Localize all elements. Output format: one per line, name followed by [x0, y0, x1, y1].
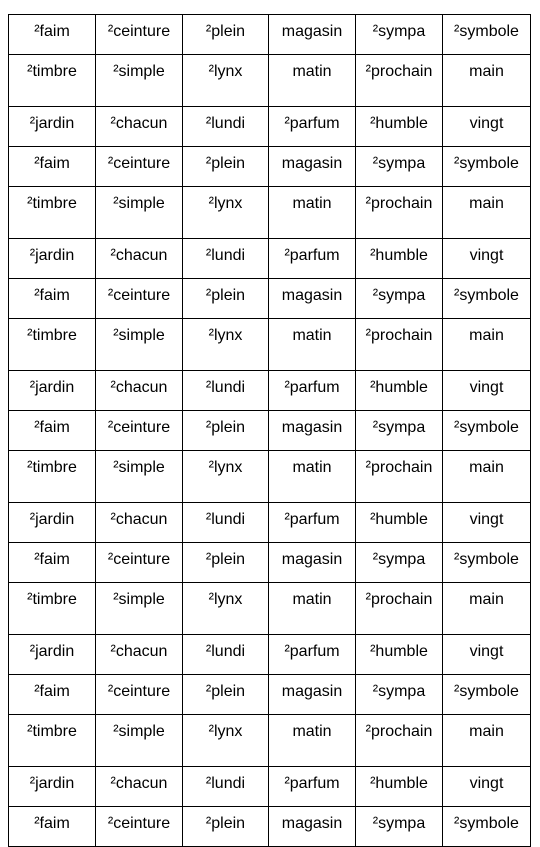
word-cell: ²prochain	[356, 187, 443, 239]
word-cell: ²symbole	[443, 411, 531, 451]
word-cell: ²humble	[356, 635, 443, 675]
word-cell: ²sympa	[356, 147, 443, 187]
word-cell: ²jardin	[9, 239, 96, 279]
word-cell: ²faim	[9, 279, 96, 319]
word-cell: main	[443, 187, 531, 239]
word-cell: ²parfum	[269, 503, 356, 543]
table-row	[9, 503, 531, 543]
word-cell: ²sympa	[356, 543, 443, 583]
word-cell: ²ceinture	[96, 15, 183, 55]
word-cell: ²lundi	[183, 767, 269, 807]
word-cell: ²simple	[96, 451, 183, 503]
word-cell: ²prochain	[356, 583, 443, 635]
word-cell: ²humble	[356, 107, 443, 147]
word-cell: main	[443, 715, 531, 767]
word-cell: ²faim	[9, 411, 96, 451]
word-cell: magasin	[269, 411, 356, 451]
word-cell: ²humble	[356, 767, 443, 807]
word-cell: ²parfum	[269, 239, 356, 279]
word-cell: ²prochain	[356, 715, 443, 767]
word-cell: ²jardin	[9, 635, 96, 675]
word-cell: ²prochain	[356, 319, 443, 371]
table-row	[9, 239, 531, 279]
table-row	[9, 767, 531, 807]
word-table	[8, 14, 531, 847]
word-cell: ²sympa	[356, 279, 443, 319]
word-cell: matin	[269, 55, 356, 107]
word-cell: ²plein	[183, 411, 269, 451]
word-cell: magasin	[269, 543, 356, 583]
word-cell: main	[443, 451, 531, 503]
word-cell: ²simple	[96, 715, 183, 767]
word-cell: main	[443, 583, 531, 635]
word-cell: ²sympa	[356, 411, 443, 451]
word-cell: vingt	[443, 107, 531, 147]
word-cell: ²symbole	[443, 279, 531, 319]
word-cell: matin	[269, 319, 356, 371]
table-row	[9, 807, 531, 847]
word-cell: ²lundi	[183, 503, 269, 543]
word-cell: ²humble	[356, 239, 443, 279]
word-cell: ²lundi	[183, 635, 269, 675]
word-cell: ²plein	[183, 147, 269, 187]
word-cell: ²timbre	[9, 451, 96, 503]
word-cell: ²timbre	[9, 583, 96, 635]
word-cell: ²lynx	[183, 715, 269, 767]
word-cell: ²prochain	[356, 451, 443, 503]
table-row	[9, 371, 531, 411]
word-cell: vingt	[443, 635, 531, 675]
word-card-sheet	[8, 14, 530, 847]
word-cell: ²chacun	[96, 239, 183, 279]
word-cell: ²parfum	[269, 767, 356, 807]
word-cell: matin	[269, 451, 356, 503]
word-cell: ²timbre	[9, 319, 96, 371]
word-cell: ²ceinture	[96, 675, 183, 715]
word-cell: ²ceinture	[96, 411, 183, 451]
word-cell: ²faim	[9, 543, 96, 583]
word-cell: ²simple	[96, 187, 183, 239]
word-cell: matin	[269, 187, 356, 239]
word-cell: magasin	[269, 807, 356, 847]
word-cell: ²lynx	[183, 583, 269, 635]
table-row	[9, 15, 531, 55]
word-cell: ²jardin	[9, 371, 96, 411]
word-table-body	[9, 15, 531, 847]
word-cell: ²sympa	[356, 15, 443, 55]
word-cell: ²simple	[96, 55, 183, 107]
word-cell: magasin	[269, 279, 356, 319]
word-cell: ²chacun	[96, 767, 183, 807]
word-cell: ²chacun	[96, 503, 183, 543]
word-cell: ²jardin	[9, 503, 96, 543]
word-cell: ²jardin	[9, 767, 96, 807]
word-cell: ²lynx	[183, 451, 269, 503]
word-cell: ²faim	[9, 147, 96, 187]
table-row	[9, 635, 531, 675]
word-cell: ²plein	[183, 279, 269, 319]
word-cell: ²ceinture	[96, 279, 183, 319]
word-cell: ²symbole	[443, 15, 531, 55]
word-cell: ²sympa	[356, 807, 443, 847]
table-row	[9, 583, 531, 635]
word-cell: ²symbole	[443, 147, 531, 187]
word-cell: ²chacun	[96, 371, 183, 411]
word-cell: ²symbole	[443, 807, 531, 847]
word-cell: ²ceinture	[96, 147, 183, 187]
word-cell: ²lynx	[183, 55, 269, 107]
word-cell: ²timbre	[9, 715, 96, 767]
word-cell: ²parfum	[269, 635, 356, 675]
word-cell: main	[443, 55, 531, 107]
table-row	[9, 319, 531, 371]
table-row	[9, 55, 531, 107]
word-cell: ²lundi	[183, 107, 269, 147]
word-cell: main	[443, 319, 531, 371]
table-row	[9, 543, 531, 583]
word-cell: ²ceinture	[96, 807, 183, 847]
table-row	[9, 451, 531, 503]
word-cell: ²sympa	[356, 675, 443, 715]
word-cell: vingt	[443, 767, 531, 807]
word-cell: ²faim	[9, 15, 96, 55]
table-row	[9, 187, 531, 239]
word-cell: ²ceinture	[96, 543, 183, 583]
word-cell: ²timbre	[9, 187, 96, 239]
word-cell: vingt	[443, 503, 531, 543]
word-cell: ²lynx	[183, 187, 269, 239]
word-cell: ²plein	[183, 543, 269, 583]
word-cell: ²lynx	[183, 319, 269, 371]
word-cell: ²simple	[96, 583, 183, 635]
table-row	[9, 147, 531, 187]
word-cell: vingt	[443, 371, 531, 411]
word-cell: ²symbole	[443, 675, 531, 715]
word-cell: matin	[269, 715, 356, 767]
word-cell: ²parfum	[269, 371, 356, 411]
word-cell: ²prochain	[356, 55, 443, 107]
word-cell: ²jardin	[9, 107, 96, 147]
word-cell: magasin	[269, 675, 356, 715]
word-cell: magasin	[269, 147, 356, 187]
word-cell: ²plein	[183, 15, 269, 55]
word-cell: ²parfum	[269, 107, 356, 147]
word-cell: matin	[269, 583, 356, 635]
word-cell: magasin	[269, 15, 356, 55]
table-row	[9, 675, 531, 715]
word-cell: ²plein	[183, 675, 269, 715]
word-cell: ²chacun	[96, 107, 183, 147]
word-cell: ²plein	[183, 807, 269, 847]
word-cell: vingt	[443, 239, 531, 279]
table-row	[9, 107, 531, 147]
word-cell: ²humble	[356, 371, 443, 411]
word-cell: ²chacun	[96, 635, 183, 675]
word-cell: ²lundi	[183, 371, 269, 411]
word-cell: ²faim	[9, 807, 96, 847]
word-cell: ²humble	[356, 503, 443, 543]
table-row	[9, 279, 531, 319]
word-cell: ²simple	[96, 319, 183, 371]
word-cell: ²symbole	[443, 543, 531, 583]
word-cell: ²lundi	[183, 239, 269, 279]
word-cell: ²timbre	[9, 55, 96, 107]
word-cell: ²faim	[9, 675, 96, 715]
table-row	[9, 715, 531, 767]
table-row	[9, 411, 531, 451]
